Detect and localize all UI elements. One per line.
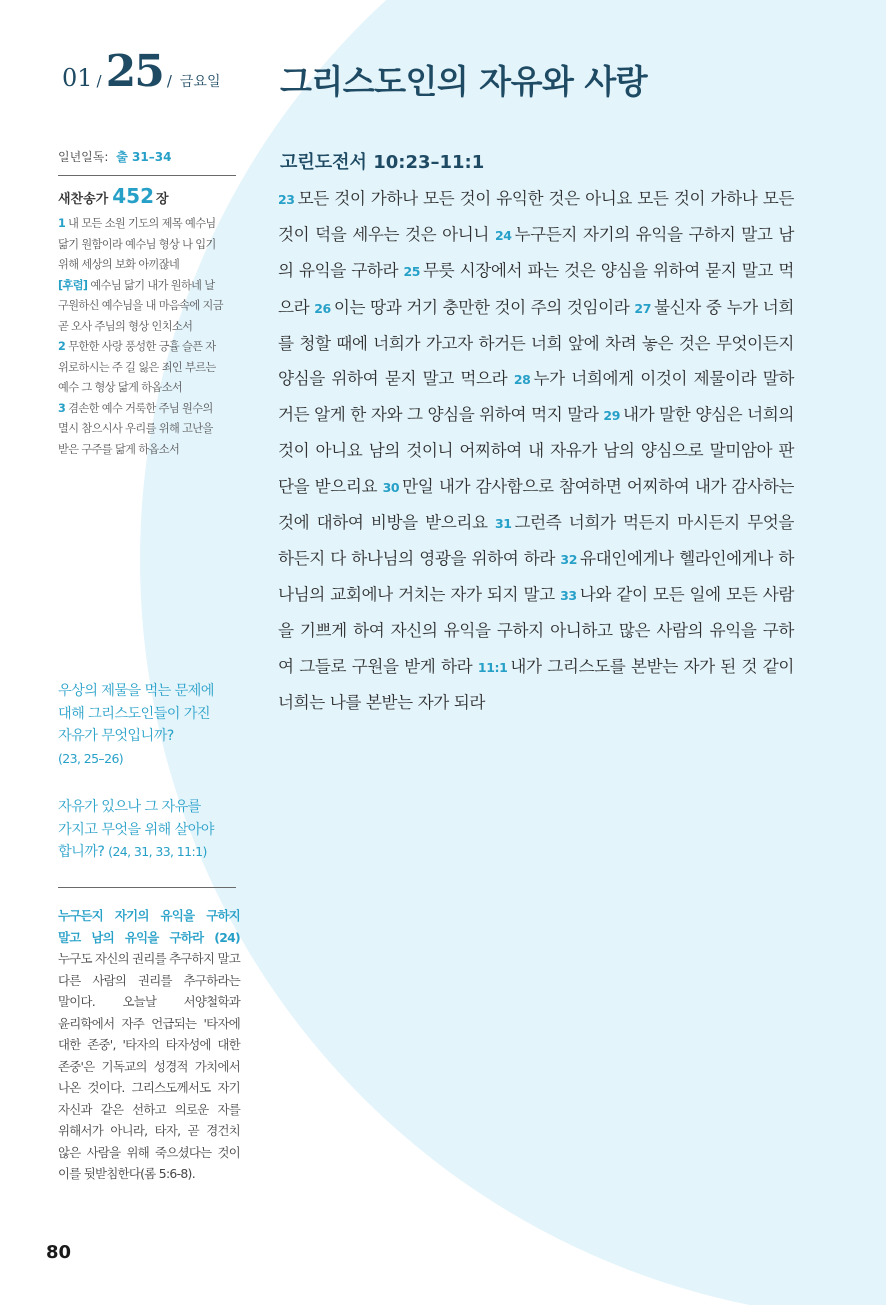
verse-number: 23 (278, 192, 295, 207)
verse-text: 이는 땅과 거기 충만한 것이 주의 것임이라 (333, 297, 630, 317)
page-number: 80 (46, 1242, 72, 1263)
verse-number: 24 (494, 228, 512, 244)
date-weekday: 금요일 (179, 74, 221, 90)
daily-reading-label: 일년일독: (58, 150, 109, 164)
commentary-body: 누구도 자신의 권리를 추구하지 말고 다른 사람의 권리를 추구하라는 말이다. 오늘날 서양철학과 윤리학에서 자주 언급되는 '타자에 대한 존중', '타자의 타자성에 대한 존중'은 기독교의 성경적 가치에서 나온 것이다. 그리스도께서도 자기 자신과 같은 선하고 의로운 자를 위해서가 아니라, 타자, 곧 경건치 않은 사람을 위해 죽으셨다는 것이 이를 뒷받침한다(롬 5:6-8). (58, 951, 240, 1181)
verse-text: 그런즉 너희가 먹든지 마시든지 무엇을 하든지 다 하나님의 영광을 위하여 하라 (278, 512, 794, 569)
verse-number: 32 (560, 552, 578, 568)
hymn-number: 452 (112, 184, 154, 208)
hymn-verse-text: 예수님 닮기 내가 원하네 날 구원하신 예수님을 내 마음속에 지금 곧 오사 주님의 형상 인치소서 (58, 278, 223, 333)
verse-number: 33 (560, 588, 577, 604)
hymn-heading (58, 184, 236, 208)
hymn-verse-text: 겸손한 예수 거룩한 주님 원수의 멸시 참으시사 우리를 위해 고난을 받은 구주를 닮게 하옵소서 (58, 401, 213, 456)
scripture-passage (278, 181, 794, 720)
sidebar (58, 148, 236, 460)
verse-text: 누구든지 자기의 유익을 구하지 말고 남의 유익을 구하라 (278, 225, 794, 281)
passage-reference: 고린도전서 10:23–11:1 (280, 152, 485, 173)
daily-reading (58, 148, 236, 165)
hymn-verse-number: 2 (58, 340, 66, 353)
date-day: 25 (105, 46, 163, 97)
hymn-verse-number: 1 (58, 217, 66, 230)
commentary-heading: 누구든지 자기의 유익을 구하지 말고 남의 유익을 구하라 (24) (58, 908, 240, 945)
hymn-label-prefix: 새찬송가 (58, 192, 109, 207)
date-slash: / (166, 72, 172, 90)
verse-text: 누가 너희에게 이것이 제물이라 말하거든 알게 한 자와 그 양심을 위하여 먹지 말라 (278, 369, 794, 425)
date-month: 01 (62, 64, 93, 92)
verse-text: 유대인에게나 헬라인에게나 하나님의 교회에나 거치는 자가 되지 말고 (278, 549, 794, 605)
question-citation: (24, 31, 33, 11:1) (108, 844, 207, 859)
verse-number: 26 (314, 300, 331, 316)
verse-number: 11:1 (477, 659, 508, 675)
verse-number: 29 (603, 408, 621, 424)
verse-text: 나와 같이 모든 일에 모든 사람을 기쁘게 하여 자신의 유익을 구하지 아니하고 많은 사람의 유익을 구하여 그들로 구원을 받게 하라 (278, 585, 794, 676)
verse-text: 내가 그리스도를 본받는 자가 된 것 같이 너희는 나를 본받는 자가 되라 (278, 656, 794, 712)
hymn-verse-text: 무한한 사랑 풍성한 긍휼 슬픈 자 위로하시는 주 길 잃은 죄인 부르는 예수 그 형상 닮게 하옵소서 (58, 340, 216, 394)
divider (58, 887, 236, 888)
date-header (62, 46, 220, 98)
verse-text: 내가 말한 양심은 너희의 것이 아니요 남의 것이니 어찌하여 내 자유가 남의 양심으로 말미암아 판단을 받으리요 (278, 405, 794, 496)
verse-number: 30 (382, 479, 400, 495)
verse-text: 모든 것이 가하나 모든 것이 유익한 것은 아니요 모든 것이 가하나 모든 것이 덕을 세우는 것은 아니니 (278, 189, 794, 245)
daily-reading-reference: 출 31–34 (116, 150, 172, 164)
verse-text: 불신자 중 누가 너희를 청할 때에 너희가 가고자 하거든 너희 앞에 차려 놓은 것은 무엇이든지 양심을 위하여 묻지 말고 먹으라 (278, 297, 795, 389)
question-text: 자유가 있으나 그 자유를 가지고 무엇을 위해 살아야 합니까? (58, 799, 214, 860)
verse-number: 28 (513, 372, 531, 388)
hymn-verse-number: 3 (58, 401, 66, 415)
verse-number: 25 (403, 264, 421, 280)
study-question (58, 680, 238, 770)
verse-text: 만일 내가 감사함으로 참여하면 어찌하여 내가 감사하는 것에 대하여 비방을 받으리요 (278, 476, 794, 532)
question-citation: (23, 25–26) (58, 750, 124, 766)
hymn-lyrics (58, 214, 236, 460)
study-questions (58, 680, 238, 890)
verse-number: 27 (634, 300, 652, 316)
commentary-note (58, 905, 240, 1185)
verse-number: 31 (494, 515, 512, 531)
verse-text: 무릇 시장에서 파는 것은 양심을 위하여 묻지 말고 먹으라 (278, 261, 795, 317)
hymn-verse-text: 내 모든 소원 기도의 제목 예수님 닮기 원함이라 예수님 형상 나 입기 위해 세상의 보화 아끼잖네 (58, 217, 216, 271)
date-slash: / (96, 72, 102, 90)
hymn-label-suffix: 장 (155, 192, 169, 207)
hymn-refrain-label: [후렴] (58, 278, 88, 292)
page-title: 그리스도인의 자유와 사랑 (280, 62, 648, 101)
study-question (58, 796, 238, 864)
divider (58, 175, 236, 176)
question-text: 우상의 제물을 먹는 문제에 대해 그리스도인들이 가진 자유가 무엇입니까? (58, 683, 214, 744)
